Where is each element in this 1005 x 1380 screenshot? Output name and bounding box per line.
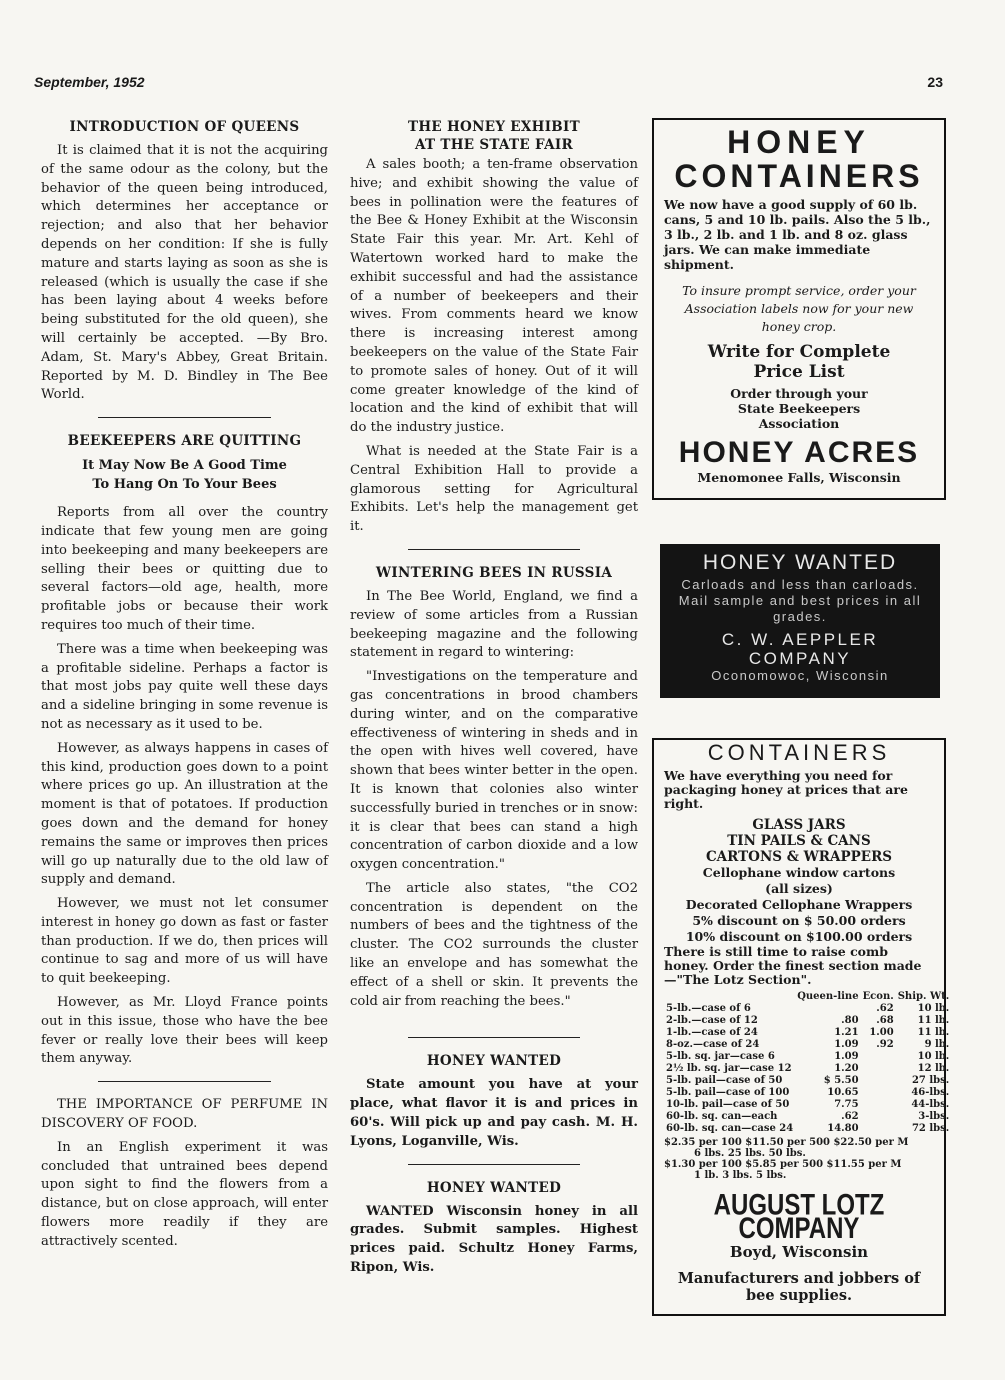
ad-title: HONEY — [727, 124, 871, 160]
price-cell-econ — [861, 1111, 896, 1123]
price-row — [664, 1003, 951, 1015]
article-paragraph: It is claimed that it is not the acquiring of the same odour as the colony, but the behavior of the queen being introduced, which determines her acceptance or rejection; and also that her behavior depends on her condition: If she is fully mature and starts laying as soon as she is released (which is usually the case if she has been laying about 4 weeks before being substituted for the old queen), she will certainly be accepted. —By Bro. Adam, St. Mary's Abbey, Great Britain. Reported by M. D. Bindley in The Bee World. — [41, 143, 328, 403]
ad-line: CARTONS & WRAPPERS — [705, 849, 893, 866]
article-title-inline: THE IMPORTANCE OF PERFUME IN DISCOVERY OF FOOD. — [41, 1097, 328, 1132]
price-cell-wt: 11 lb. — [917, 1015, 950, 1027]
ad-text: Carloads and less than carloads. Mail sample and best prices in all grades. — [678, 576, 922, 624]
ad-place: Boyd, Wisconsin — [729, 1242, 869, 1261]
col-header: Ship. Wt. — [897, 991, 950, 1003]
price-cell-econ: .68 — [876, 1015, 894, 1027]
price-cell-wt: 3-lbs. — [918, 1111, 950, 1123]
classified-title: HONEY WANTED — [426, 1053, 562, 1070]
price-cell-wt: 27 lbs. — [911, 1075, 950, 1087]
price-cell-econ — [861, 1063, 896, 1075]
price-cell-item: 60-lb. sq. can—case 24 — [666, 1123, 794, 1135]
column-middle — [350, 118, 638, 1283]
ad-company: C. W. AEPPLER COMPANY — [721, 629, 879, 668]
price-cell-queen: 1.21 — [834, 1027, 859, 1039]
price-cell-item: 5-lb.—case of 6 — [666, 1003, 751, 1015]
price-cell-item: 1-lb.—case of 24 — [666, 1027, 758, 1039]
article-paragraph: However, as Mr. Lloyd France points out in this issue, those who have the bee fever or really love their bees will keep them anyway. — [41, 995, 328, 1067]
article-subtitle: It May Now Be A Good Time To Hang On To Your Bees — [82, 458, 287, 493]
price-cell-wt: 9 lb. — [924, 1039, 950, 1051]
classified-text: WANTED Wisconsin honey in all grades. Submit samples. Highest prices paid. Schultz Honey Farms, Ripon, Wis. — [350, 1203, 638, 1276]
price-cell-queen: 1.09 — [834, 1039, 859, 1051]
col-header: Queen-line — [797, 991, 859, 1003]
article-paragraph: A sales booth; a ten-frame observation hive; and exhibit showing the value of bees in pollination were the features of the Bee & Honey Exhibit at the Wisconsin State Fair this year. Mr. Art. Kehl of Watertown worked hard to make the exhibit successful and had the assistance of a number of beekeepers and their wives. From comments heard we know there is increasing interest among beekeepers on the value of the State Fair to promote sales of honey. Out of it will come greater knowledge of the kind of location and the kind of exhibit that will do the industry justice. — [350, 157, 638, 436]
price-cell-econ — [861, 1075, 896, 1087]
page-number: 23 — [927, 74, 943, 90]
price-cell-item: 5-lb. pail—case of 50 — [666, 1075, 783, 1087]
ad-line: GLASS JARS — [752, 817, 846, 834]
price-cell-queen: .62 — [841, 1111, 859, 1123]
price-cell-econ: 1.00 — [869, 1027, 894, 1039]
price-cell-queen — [795, 1003, 860, 1015]
article-paragraph: In an English experiment it was concluded that untrained bees depend upon sight to find the flowers from a distance, but on close approach, will enter flowers more readily if they are attractively scented. — [41, 1139, 328, 1249]
bulk-line: 6 lbs. 25 lbs. 50 lbs. — [694, 1148, 806, 1160]
ad-title: HONEY WANTED — [702, 550, 898, 574]
price-row — [664, 1099, 951, 1111]
ad-text: We now have a good supply of 60 lb. cans, 5 and 10 lb. pails. Also the 5 lb., 3 lb., 2 lb. and 1 lb. and 8 oz. glass jars. We can make immediate shipment. — [664, 197, 931, 273]
article-paragraph: "Investigations on the temperature and gas concentrations in brood chambers during winter, and on the comparative effectiveness of wintering in sheds and in the open with hives well covered, have shown that bees winter better in the open. It is known that colonies also winter successfully buried in trenches or in snow: it is clear that bees can stand a high concentration of carbon dioxide and a low oxygen concentration." — [350, 669, 638, 873]
price-cell-econ: .62 — [876, 1003, 894, 1015]
price-cell-econ: .92 — [876, 1039, 894, 1051]
ad-text: Order through your State Beekeepers Association — [730, 386, 868, 432]
ad-place: Menomonee Falls, Wisconsin — [697, 470, 901, 486]
divider — [98, 417, 270, 418]
ad-line: 10% discount on $100.00 orders — [685, 929, 913, 945]
price-cell-wt: 72 lbs. — [911, 1123, 950, 1135]
bulk-line: $2.35 per 100 $11.50 per 500 $22.50 per M — [664, 1137, 909, 1149]
article-paragraph: Reports from all over the country indicate that few young men are going into beekeeping and many beekeepers are selling their bees or quitting due to several factors—old age, health, more profitable jobs or because their work requires too much of their time. — [41, 505, 328, 633]
price-row — [664, 1063, 951, 1075]
ad-tagline: Manufacturers and jobbers of bee supplies. — [677, 1269, 921, 1304]
price-cell-item: 5-lb. pail—case of 100 — [666, 1087, 790, 1099]
divider — [98, 1081, 270, 1082]
price-cell-item: 5-lb. sq. jar—case 6 — [666, 1051, 775, 1063]
ad-line: Cellophane window cartons — [702, 865, 896, 881]
article-paragraph: However, we must not let consumer interest in honey go down as fast or faster than production. If we do, then prices will continue to sag and more of us will have to quit beekeeping. — [41, 896, 328, 987]
article-paragraph: The article also states, "the CO2 concentration is dependent on the numbers of bees and the tightness of the cluster. The CO2 surrounds the cluster like an envelope and has somewhat the effect of a shell or skin. It prevents the cold air from reaching the bees." — [350, 880, 638, 1009]
price-cell-econ — [861, 1087, 896, 1099]
article-title: WINTERING BEES IN RUSSIA — [375, 564, 613, 581]
price-cell-econ — [861, 1123, 896, 1135]
article-paragraph: In The Bee World, England, we find a review of some articles from a Russian beekeeping magazine and the following statement in regard to wintering: — [350, 588, 638, 661]
price-row — [664, 1111, 951, 1123]
article-title: THE HONEY EXHIBIT AT THE STATE FAIR — [408, 119, 580, 153]
ad-text: To insure prompt service, order your Association labels now for your new honey crop. — [682, 283, 916, 335]
ad-line: 5% discount on $ 50.00 orders — [692, 913, 906, 929]
ad-title: CONTAINERS — [707, 740, 891, 766]
ad-line: TIN PAILS & CANS — [727, 833, 871, 850]
price-cell-item: 2-lb.—case of 12 — [666, 1015, 758, 1027]
ad-text: We have everything you need for packaging honey at prices that are right. — [664, 768, 908, 812]
article-paragraph: There was a time when beekeeping was a profitable sideline. Perhaps a factor is that most jobs pay quite well these days and a sideline bringing in some revenue is not as necessary as it used to be. — [41, 641, 328, 732]
divider — [408, 1164, 581, 1165]
honey-acres-ad — [652, 118, 946, 500]
price-cell-queen: 10.65 — [827, 1087, 859, 1099]
price-cell-queen: $ 5.50 — [823, 1075, 859, 1087]
ad-text: Write for Complete Price List — [707, 342, 891, 383]
price-row — [664, 1051, 951, 1063]
price-cell-queen: .80 — [841, 1015, 859, 1027]
price-row — [664, 1087, 951, 1099]
divider — [408, 549, 581, 550]
price-cell-wt: 10 lb. — [917, 1003, 950, 1015]
price-cell-queen: 7.75 — [834, 1099, 859, 1111]
classified-text: State amount you have at your place, what flavor it is and prices in 60's. Will pick up and pay cash. M. H. Lyons, Loganville, Wis. — [350, 1077, 638, 1149]
price-cell-econ — [861, 1051, 896, 1063]
price-cell-wt: 11 lb. — [917, 1027, 950, 1039]
ad-place: Oconomowoc, Wisconsin — [711, 668, 889, 684]
price-cell-econ — [861, 1099, 896, 1111]
col-header: Econ. — [862, 991, 894, 1003]
price-cell-wt: 12 lb. — [917, 1063, 950, 1075]
ad-line: (all sizes) — [765, 881, 833, 897]
price-cell-wt: 46-lbs. — [911, 1087, 950, 1099]
lotz-ad — [652, 738, 950, 1315]
price-cell-queen: 1.09 — [834, 1051, 859, 1063]
price-cell-wt: 44-lbs. — [911, 1099, 950, 1111]
article-title: BEEKEEPERS ARE QUITTING — [67, 433, 302, 450]
price-row — [664, 1015, 951, 1027]
price-cell-item: 2½ lb. sq. jar—case 12 — [666, 1063, 792, 1075]
price-cell-queen: 14.80 — [827, 1123, 859, 1135]
price-cell-item: 60-lb. sq. can—each — [666, 1111, 778, 1123]
price-row — [664, 1027, 951, 1039]
divider — [408, 1037, 581, 1038]
aeppler-ad — [660, 544, 940, 698]
column-right — [652, 118, 950, 1316]
ad-company: AUGUST LOTZ COMPANY — [713, 1188, 885, 1246]
bulk-line: 1 lb. 3 lbs. 5 lbs. — [694, 1170, 787, 1182]
ad-line: Decorated Cellophane Wrappers — [685, 897, 913, 913]
price-table — [664, 991, 951, 1135]
price-cell-queen: 1.20 — [834, 1063, 859, 1075]
classified-title: HONEY WANTED — [426, 1179, 562, 1196]
article-paragraph: What is needed at the State Fair is a Central Exhibition Hall to provide a glamorous setting for Agricultural Exhibits. Let's help the management get it. — [350, 443, 638, 535]
price-row — [664, 1123, 951, 1135]
price-row — [664, 1039, 951, 1051]
price-cell-item: 8-oz.—case of 24 — [666, 1039, 760, 1051]
article-paragraph: However, as always happens in cases of this kind, production goes down to a point where prices go up. An illustration at the moment is that of potatoes. If production goes down and the demand for honey remains the same or improves then prices will go up naturally due to the old law of supply and demand. — [41, 740, 328, 888]
column-left — [41, 118, 328, 1257]
article-title: INTRODUCTION OF QUEENS — [69, 119, 300, 135]
price-row — [664, 1075, 951, 1087]
bulk-line: $1.30 per 100 $5.85 per 500 $11.55 per M — [664, 1159, 902, 1171]
price-cell-item: 10-lb. pail—case of 50 — [666, 1099, 790, 1111]
price-cell-wt: 10 lb. — [917, 1051, 950, 1063]
running-date: September, 1952 — [34, 74, 145, 90]
ad-title: CONTAINERS — [674, 157, 924, 194]
ad-text: There is still time to raise comb honey. Order the finest section made —"The Lotz Section". — [664, 944, 922, 988]
ad-brand: HONEY ACRES — [678, 436, 920, 470]
